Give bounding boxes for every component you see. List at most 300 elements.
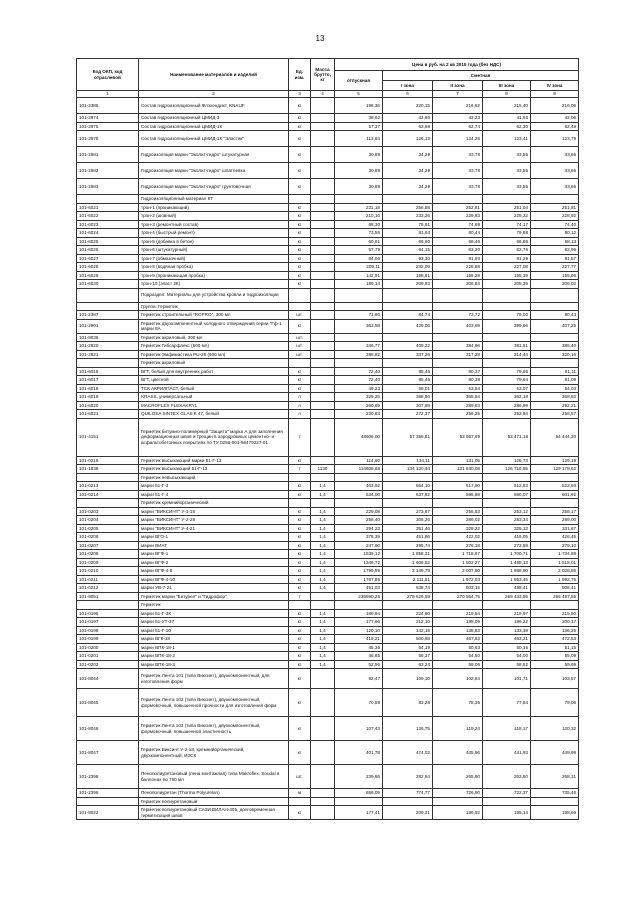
row-zone1-price: 66,60: [383, 237, 433, 246]
row-name: ВГТ, цветной: [139, 376, 289, 385]
row-zone2-price: 317,28: [433, 350, 483, 359]
row-code: [77, 288, 139, 302]
row-zone2-price: 228,68: [433, 263, 483, 272]
row-name: марки ВПК-18-3: [139, 660, 289, 669]
row-zone2-price: [433, 359, 483, 368]
row-code: 101-2921: [77, 350, 139, 359]
row-zone1-price: 209,31: [383, 806, 433, 820]
row-mass: [311, 311, 335, 320]
row-release-price: 256,40: [335, 516, 383, 525]
row-zone3-price: 253,94: [483, 410, 531, 419]
row-code: 101-0207: [77, 541, 139, 550]
row-name: трон-3 (ремонтный состав): [139, 220, 289, 229]
row-code: 101-6028: [77, 263, 139, 272]
row-zone3-price: 118,17: [483, 717, 531, 741]
row-unit: [289, 499, 311, 508]
row-release-price: 68,30: [335, 220, 383, 229]
row-zone3-price: 62,76: [483, 246, 531, 255]
row-mass: [311, 376, 335, 385]
row-name: Герметик: [139, 601, 289, 610]
row-zone1-price: 34,29: [383, 179, 433, 195]
row-name: Подраздел: Материалы для устройства кровли и гидроизоляции: [139, 288, 289, 302]
row-mass: [311, 288, 335, 302]
row-release-price: 210,16: [335, 212, 383, 221]
row-code: 101-9051: [77, 592, 139, 601]
row-zone4-price: 51,15: [531, 643, 579, 652]
row-unit: [289, 302, 311, 311]
row-zone4-price: 54,03: [531, 384, 579, 393]
row-code: 101-2974: [77, 114, 139, 123]
row-mass: [311, 401, 335, 410]
row-unit: [289, 195, 311, 204]
row-unit: л: [289, 410, 311, 419]
row-zone4-price: 59,69: [531, 660, 579, 669]
row-zone2-price: 1 972,03: [433, 575, 483, 584]
row-zone4-price: 206,02: [531, 280, 579, 289]
row-release-price: 198,36: [335, 98, 383, 114]
row-zone2-price: 1 502,27: [433, 558, 483, 567]
row-zone1-price: 474,02: [383, 741, 433, 765]
row-zone1-price: 409,22: [383, 342, 433, 351]
table-row: [77, 350, 579, 359]
table-row: [77, 254, 579, 263]
row-name: трон-10 (эласт 2К): [139, 280, 289, 289]
row-release-price: 451,03: [335, 584, 383, 593]
row-unit: кг: [289, 575, 311, 584]
row-name: марки 51-Г-4: [139, 490, 289, 499]
row-release-price: 38,62: [335, 114, 383, 123]
row-zone1-price: 233,26: [383, 212, 433, 221]
row-zone2-price: [433, 473, 483, 482]
row-unit: кг: [289, 669, 311, 689]
row-zone4-price: 120,32: [531, 717, 579, 741]
row-zone4-price: 368,82: [531, 393, 579, 402]
table-row: [77, 246, 579, 255]
row-zone4-price: 508,41: [531, 584, 579, 593]
row-code: 101-6021: [77, 410, 139, 419]
row-zone3-price: 1 953,45: [483, 575, 531, 584]
table-row: [77, 575, 579, 584]
row-zone4-price: 81,09: [531, 376, 579, 385]
table-row: [77, 609, 579, 618]
row-release-price: 656,09: [335, 789, 383, 798]
row-code: 101-0200: [77, 643, 139, 652]
row-zone2-price: 33,78: [433, 179, 483, 195]
row-zone4-price: 258,17: [531, 507, 579, 516]
row-zone2-price: 42,23: [433, 114, 483, 123]
row-unit: кг: [289, 220, 311, 229]
header-mass: Масса брутто, кг: [311, 59, 335, 91]
row-mass: 1,4: [311, 609, 335, 618]
row-zone4-price: 522,93: [531, 482, 579, 491]
table-row: [77, 524, 579, 533]
row-zone1-price: 134,11: [383, 456, 433, 465]
row-mass: [311, 147, 335, 163]
row-zone4-price: 54 444,20: [531, 418, 579, 456]
row-mass: [311, 131, 335, 147]
row-zone2-price: 119,24: [433, 717, 483, 741]
row-zone3-price: [483, 601, 531, 610]
row-zone2-price: 78,35: [433, 689, 483, 717]
row-release-price: [335, 359, 383, 368]
row-zone2-price: 403,69: [433, 319, 483, 333]
row-mass: [311, 689, 335, 717]
row-zone1-price: 637,82: [383, 490, 433, 499]
row-zone4-price: [531, 499, 579, 508]
row-zone2-price: 102,64: [433, 669, 483, 689]
row-unit: кг: [289, 643, 311, 652]
row-code: 101-0201: [77, 652, 139, 661]
column-number-row: [77, 91, 579, 98]
row-zone4-price: 331,67: [531, 524, 579, 533]
table-row: [77, 741, 579, 765]
row-zone3-price: 1 700,71: [483, 550, 531, 559]
row-unit: кг: [289, 384, 311, 393]
table-row: [77, 516, 579, 525]
row-zone3-price: 79,64: [483, 376, 531, 385]
table-row: [77, 490, 579, 499]
row-code: 101-0202: [77, 660, 139, 669]
row-name: марки ВГФ-4-8: [139, 567, 289, 576]
row-unit: кг: [289, 490, 311, 499]
row-code: 101-8045: [77, 689, 139, 717]
row-zone1-price: 83,28: [383, 689, 433, 717]
row-zone1-price: 278 626,59: [383, 592, 433, 601]
table-row: [77, 482, 579, 491]
row-zone2-price: 216,62: [433, 98, 483, 114]
row-zone4-price: 2 028,85: [531, 567, 579, 576]
row-mass: 1,4: [311, 643, 335, 652]
row-code: 101-0211: [77, 575, 139, 584]
row-release-price: 48,65: [335, 652, 383, 661]
row-name: MACROFLEX FLEXAKRYL: [139, 401, 289, 410]
row-zone4-price: 1 518,01: [531, 558, 579, 567]
row-release-price: 48606,00: [335, 418, 383, 456]
row-mass: [311, 203, 335, 212]
row-zone1-price: 307,88: [383, 401, 433, 410]
row-zone1-price: 273,67: [383, 507, 433, 516]
row-code: [77, 359, 139, 368]
row-zone4-price: 68,13: [531, 237, 579, 246]
row-code: 101-2901: [77, 319, 139, 333]
row-mass: 1,4: [311, 660, 335, 669]
row-zone4-price: 200,17: [531, 618, 579, 627]
row-mass: 1,4: [311, 541, 335, 550]
row-mass: 1,4: [311, 626, 335, 635]
row-zone3-price: 133,39: [483, 626, 531, 635]
row-zone3-price: [483, 195, 531, 204]
row-unit: кг: [289, 131, 311, 147]
row-zone1-price: 220,15: [383, 98, 433, 114]
row-code: 101-9036: [77, 333, 139, 342]
row-zone1-price: 75,81: [383, 220, 433, 229]
row-zone1-price: 351,46: [383, 524, 433, 533]
row-zone2-price: 445,96: [433, 741, 483, 765]
row-zone4-price: 79,06: [531, 689, 579, 717]
row-zone2-price: [433, 195, 483, 204]
row-zone4-price: 33,65: [531, 147, 579, 163]
row-zone3-price: 50,16: [483, 643, 531, 652]
table-row: [77, 280, 579, 289]
table-row: [77, 179, 579, 195]
row-zone3-price: 53,07: [483, 384, 531, 393]
row-zone1-price: 64,15: [383, 246, 433, 255]
row-zone1-price: 54,19: [383, 643, 433, 652]
row-zone1-price: [383, 499, 433, 508]
row-zone4-price: 81,11: [531, 367, 579, 376]
row-zone1-price: 538,74: [383, 584, 433, 593]
row-zone1-price: 1 858,31: [383, 550, 433, 559]
row-zone2-price: 289,63: [433, 401, 483, 410]
row-mass: [311, 669, 335, 689]
section-row: [77, 601, 579, 610]
row-name: Герметик полиуретановый: [139, 797, 289, 806]
row-mass: [311, 263, 335, 272]
row-zone2-price: 422,02: [433, 533, 483, 542]
table-row: [77, 333, 579, 342]
row-zone3-price: 196,22: [483, 618, 531, 627]
row-release-price: [335, 473, 383, 482]
row-zone3-price: 399,66: [483, 319, 531, 333]
row-zone1-price: 554,10: [383, 482, 433, 491]
row-zone3-price: 463,21: [483, 635, 531, 644]
row-release-price: 72,40: [335, 367, 383, 376]
row-release-price: 463,92: [335, 482, 383, 491]
table-row: [77, 376, 579, 385]
row-mass: [311, 367, 335, 376]
row-release-price: 60,91: [335, 237, 383, 246]
row-mass: 1,4: [311, 635, 335, 644]
row-mass: [311, 271, 335, 280]
row-release-price: 346,77: [335, 342, 383, 351]
row-name: трон-5 (добавка в бетон): [139, 237, 289, 246]
row-zone2-price: [433, 797, 483, 806]
row-code: [77, 302, 139, 311]
row-zone1-price: 93,30: [383, 254, 433, 263]
row-release-price: 378,39: [335, 533, 383, 542]
row-name: марки ВИАТ: [139, 541, 289, 550]
row-unit: кг: [289, 806, 311, 820]
row-zone2-price: 156,28: [433, 271, 483, 280]
row-code: 101-4151: [77, 418, 139, 456]
row-zone2-price: 328,22: [433, 524, 483, 533]
row-zone4-price: 62,96: [531, 246, 579, 255]
row-name: Состав гидроизоляционный ЦМИД-1К "Эластик": [139, 131, 289, 147]
row-zone1-price: 388,56: [383, 393, 433, 402]
row-release-price: 177,66: [335, 618, 383, 627]
row-unit: кг: [289, 246, 311, 255]
table-row: [77, 342, 579, 351]
row-unit: кг: [289, 163, 311, 179]
row-unit: кг: [289, 98, 311, 114]
row-name: марки 51-УТ-37: [139, 618, 289, 627]
row-release-price: 71,80: [335, 311, 383, 320]
row-code: 101-0206: [77, 533, 139, 542]
row-zone4-price: 123,79: [531, 131, 579, 147]
table-row: [77, 567, 579, 576]
row-unit: кг: [289, 482, 311, 491]
row-zone3-price: 195,14: [483, 806, 531, 820]
row-code: 101-0205: [77, 524, 139, 533]
row-release-price: 209,11: [335, 263, 383, 272]
table-row: [77, 652, 579, 661]
table-row: [77, 220, 579, 229]
row-zone1-price: 134 120,64: [383, 465, 433, 474]
row-release-price: 189,14: [335, 280, 383, 289]
row-zone4-price: [531, 797, 579, 806]
table-row: [77, 618, 579, 627]
row-zone3-price: 1 988,90: [483, 567, 531, 576]
row-zone2-price: 131 640,08: [433, 465, 483, 474]
row-release-price: 30,89: [335, 147, 383, 163]
row-name: марки УВ-7-21: [139, 584, 289, 593]
row-unit: шт.: [289, 342, 311, 351]
table-row: [77, 98, 579, 114]
row-zone1-price: 84,74: [383, 311, 433, 320]
row-name: Группа: Герметик: [139, 302, 289, 311]
row-zone1-price: [383, 333, 433, 342]
row-zone1-price: 2 149,79: [383, 567, 433, 576]
row-zone2-price: 62,74: [433, 122, 483, 131]
row-release-price: 1799,89: [335, 567, 383, 576]
row-name: Герметик высыхающий марки 51-Г-13: [139, 456, 289, 465]
row-name: Состав гидроизоляционный Флэхендихт, KNAUF: [139, 98, 289, 114]
row-release-price: 401,78: [335, 741, 383, 765]
row-mass: [311, 473, 335, 482]
row-unit: кг: [289, 114, 311, 123]
row-mass: 1,4: [311, 516, 335, 525]
row-zone3-price: 325,12: [483, 524, 531, 533]
row-name: ТСК АКРИЛПАСТ, белый: [139, 384, 289, 393]
row-mass: [311, 806, 335, 820]
table-row: [77, 806, 579, 820]
row-zone4-price: 601,92: [531, 490, 579, 499]
row-zone3-price: 1 488,13: [483, 558, 531, 567]
row-zone3-price: 126,73: [483, 456, 531, 465]
row-zone2-price: 33,78: [433, 163, 483, 179]
row-zone4-price: 266 497,55: [531, 592, 579, 601]
row-zone1-price: 272,37: [383, 410, 433, 419]
row-zone2-price: 255,53: [433, 507, 483, 516]
row-zone4-price: 74,40: [531, 220, 579, 229]
table-row: [77, 131, 579, 147]
row-zone3-price: 263,50: [483, 765, 531, 789]
row-name: марки ВГК-18: [139, 635, 289, 644]
row-zone3-price: 215,40: [483, 98, 531, 114]
header-code: Код ОКП, код отраслевой: [77, 59, 139, 91]
row-unit: кг: [289, 618, 311, 627]
table-row: [77, 717, 579, 741]
row-mass: [311, 717, 335, 741]
row-zone1-price: 85,45: [383, 367, 433, 376]
row-zone1-price: 58,01: [383, 384, 433, 393]
row-code: 101-1838: [77, 465, 139, 474]
row-code: 101-0198: [77, 626, 139, 635]
table-row: [77, 584, 579, 593]
row-code: 101-2396: [77, 789, 139, 798]
row-name: марки ВГФ-1: [139, 550, 289, 559]
row-code: 101-6020: [77, 401, 139, 410]
row-name: Герметик битумно-полимерный "Защита" марка А для заполнения деформационных швов и трещин в аэродромных цементно- и асфальтобетонных покрытиях по ТУ 0256-001-56479227-01: [139, 418, 289, 456]
row-unit: [289, 601, 311, 610]
col-number: 7: [433, 91, 483, 98]
row-name: марки 51-Г-10: [139, 626, 289, 635]
row-code: 101-6021: [77, 203, 139, 212]
row-name: Гидроизоляция марки "Эколит-гидро" штукатурная: [139, 147, 289, 163]
row-zone2-price: 270 564,75: [433, 592, 483, 601]
row-name: марки ВГФ-2: [139, 558, 289, 567]
row-name: Герметик Лента 102 (типа Виксинт), двухкомпонентный, формовочный, повышенной прочности для изготовления форм: [139, 689, 289, 717]
table-row: [77, 669, 579, 689]
row-name: QUILOSA SINTEX GLAS К 47, белый: [139, 410, 289, 419]
header-zone3: III зона: [483, 81, 531, 91]
header-zone4: IV зона: [531, 81, 579, 91]
row-name: марки "ВИКСИНТ" У-1-18: [139, 507, 289, 516]
row-zone1-price: 224,60: [383, 609, 433, 618]
row-unit: кг: [289, 516, 311, 525]
row-name: Герметик акриловый, 300 мл: [139, 333, 289, 342]
row-zone3-price: [483, 333, 531, 342]
row-zone3-price: 227,08: [483, 263, 531, 272]
row-zone3-price: 123,41: [483, 131, 531, 147]
row-zone3-price: [483, 302, 531, 311]
row-release-price: 1539,12: [335, 550, 383, 559]
row-zone1-price: 57 358,81: [383, 418, 433, 456]
row-release-price: 419,21: [335, 635, 383, 644]
row-release-price: 230,83: [335, 410, 383, 419]
row-release-price: [335, 797, 383, 806]
row-mass: 1,4: [311, 558, 335, 567]
row-name: трон-1 (проникающий): [139, 203, 289, 212]
row-code: 101-0210: [77, 567, 139, 576]
row-zone1-price: 126,13: [383, 131, 433, 147]
row-mass: [311, 319, 335, 333]
row-zone2-price: 286,02: [433, 516, 483, 525]
row-zone3-price: 418,05: [483, 533, 531, 542]
row-zone1-price: 306,26: [383, 516, 433, 525]
row-code: [77, 499, 139, 508]
section-row: [77, 359, 579, 368]
row-zone4-price: 55,09: [531, 652, 579, 661]
row-mass: 1,4: [311, 490, 335, 499]
row-zone3-price: 101,71: [483, 669, 531, 689]
row-mass: 1130: [311, 465, 335, 474]
row-code: 101-2920: [77, 342, 139, 351]
row-release-price: 113,84: [335, 131, 383, 147]
row-unit: кг: [289, 717, 311, 741]
row-zone2-price: 219,54: [433, 609, 483, 618]
row-code: 101-6019: [77, 393, 139, 402]
row-name: марки ВПК-18-1: [139, 643, 289, 652]
row-zone1-price: 209,93: [383, 280, 433, 289]
row-mass: [311, 797, 335, 806]
table-row: [77, 384, 579, 393]
row-zone2-price: [433, 288, 483, 302]
row-zone2-price: 91,93: [433, 254, 483, 263]
row-zone1-price: [383, 797, 433, 806]
row-release-price: 247,60: [335, 541, 383, 550]
row-zone2-price: 138,83: [433, 626, 483, 635]
row-code: 101-2975: [77, 122, 139, 131]
header-release: отпускная: [335, 71, 383, 91]
row-release-price: 1346,72: [335, 558, 383, 567]
row-zone4-price: 735,46: [531, 789, 579, 798]
header-unit: Ед. изм.: [289, 59, 311, 91]
row-zone2-price: 74,69: [433, 220, 483, 229]
row-name: Состав гидроизоляционный ЦМИД-1К: [139, 122, 289, 131]
row-zone3-price: 251,04: [483, 203, 531, 212]
table-row: [77, 401, 579, 410]
